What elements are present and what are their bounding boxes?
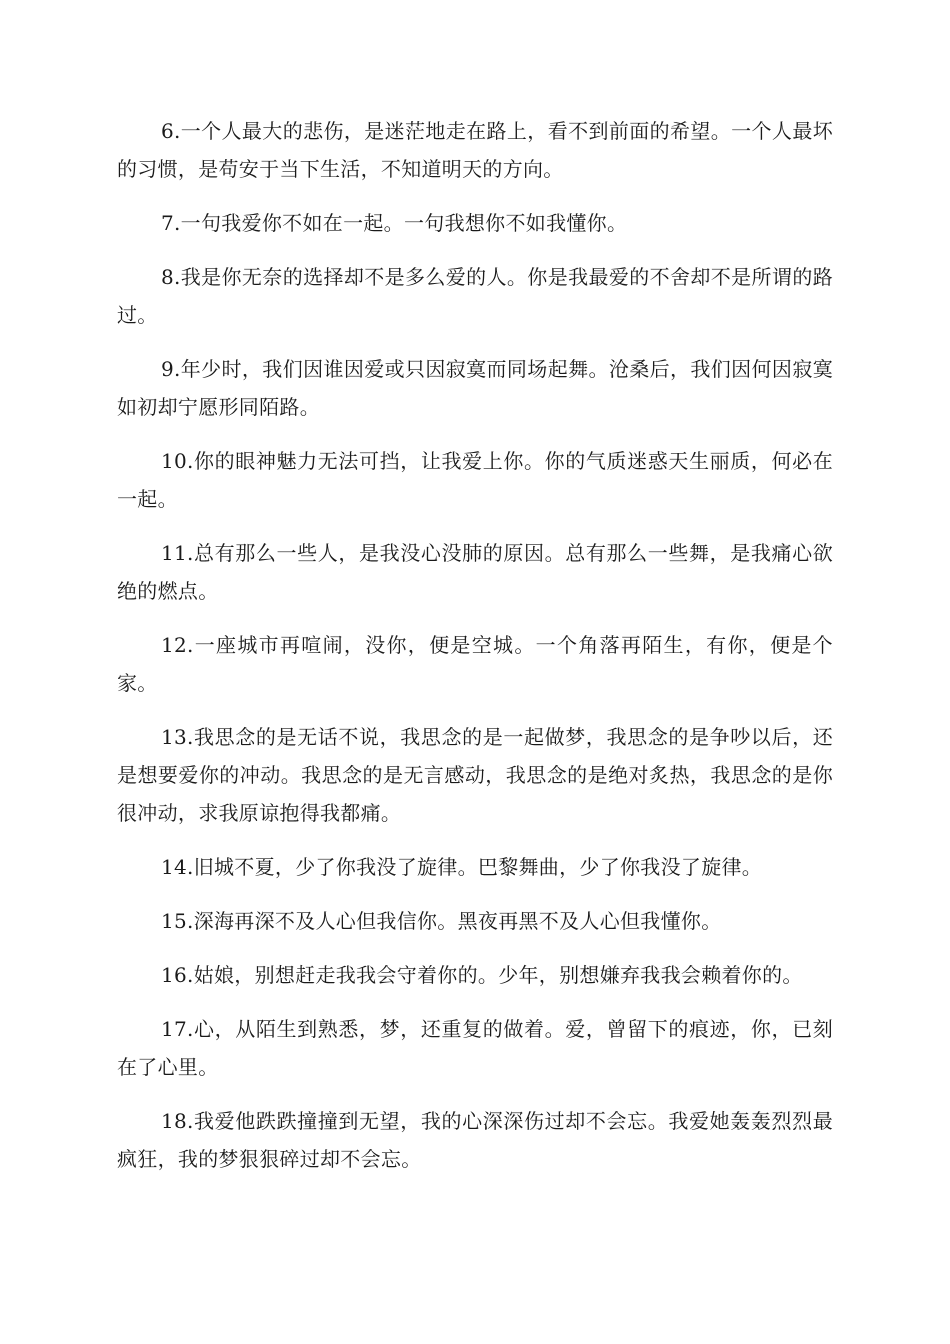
paragraph-9: 9.年少时，我们因谁因爱或只因寂寞而同场起舞。沧桑后，我们因何因寂寞如初却宁愿形同陌路。 — [117, 357, 833, 419]
paragraph-12: 12.一座城市再喧闹，没你，便是空城。一个角落再陌生，有你，便是个家。 — [117, 633, 833, 695]
paragraph-18: 18.我爱他跌跌撞撞到无望，我的心深深伤过却不会忘。我爱她轰轰烈烈最疯狂，我的梦狠狠碎过却不会忘。 — [117, 1109, 833, 1171]
paragraph-13: 13.我思念的是无话不说，我思念的是一起做梦，我思念的是争吵以后，还是想要爱你的冲动。我思念的是无言感动，我思念的是绝对炙热，我思念的是你很冲动，求我原谅抱得我都痛。 — [117, 725, 833, 825]
paragraph-11: 11.总有那么一些人，是我没心没肺的原因。总有那么一些舞，是我痛心欲绝的燃点。 — [117, 541, 833, 603]
paragraph-7: 7.一句我爱你不如在一起。一句我想你不如我懂你。 — [161, 211, 628, 235]
paragraph-10: 10.你的眼神魅力无法可挡，让我爱上你。你的气质迷惑天生丽质，何必在一起。 — [117, 449, 833, 511]
paragraph-14: 14.旧城不夏，少了你我没了旋律。巴黎舞曲，少了你我没了旋律。 — [161, 855, 763, 879]
paragraph-16: 16.姑娘，别想赶走我我会守着你的。少年，别想嫌弃我我会赖着你的。 — [161, 963, 803, 987]
paragraph-15: 15.深海再深不及人心但我信你。黑夜再黑不及人心但我懂你。 — [161, 909, 722, 933]
paragraph-8: 8.我是你无奈的选择却不是多么爱的人。你是我最爱的不舍却不是所谓的路过。 — [117, 265, 833, 327]
paragraph-6: 6.一个人最大的悲伤，是迷茫地走在路上，看不到前面的希望。一个人最坏的习惯，是苟安于当下生活，不知道明天的方向。 — [117, 119, 833, 181]
document-body — [117, 112, 833, 1194]
paragraph-17: 17.心，从陌生到熟悉，梦，还重复的做着。爱，曾留下的痕迹，你，已刻在了心里。 — [117, 1017, 833, 1079]
